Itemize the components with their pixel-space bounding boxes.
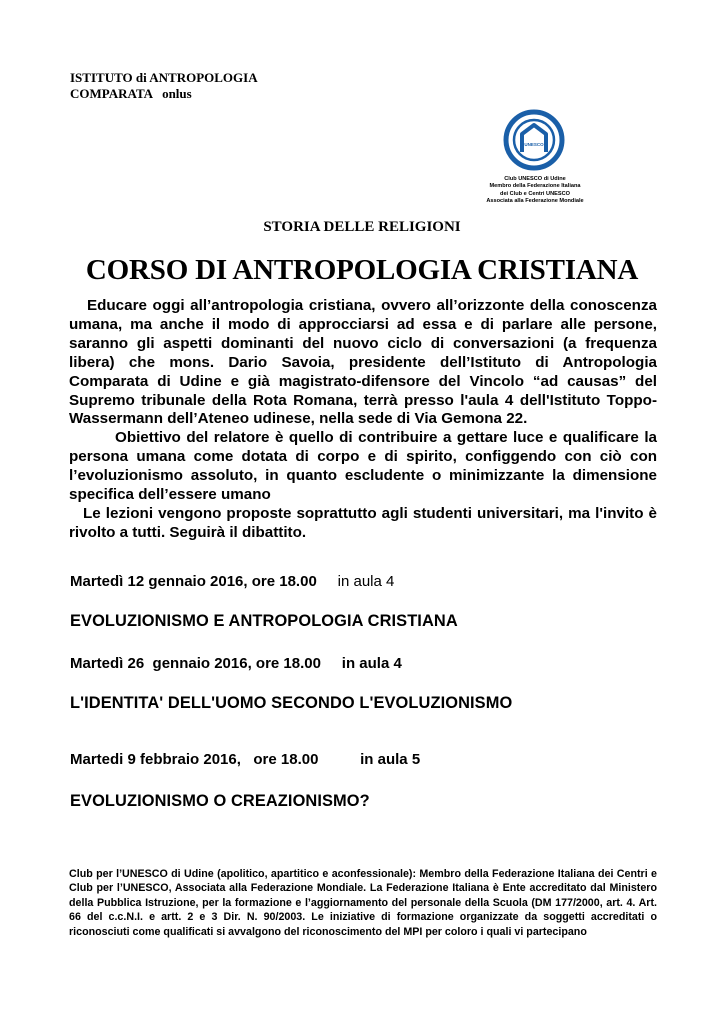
course-category: STORIA DELLE RELIGIONI xyxy=(263,219,461,235)
session-3-date-line xyxy=(70,751,420,768)
page-title: CORSO DI ANTROPOLOGIA CRISTIANA xyxy=(85,254,639,286)
session-2-date-line xyxy=(70,655,402,672)
session-3-room: in aula 5 xyxy=(360,751,421,768)
logo-emblem-text: UNESCO xyxy=(524,142,544,147)
session-1-date: Martedì 12 gennaio 2016, ore 18.00 xyxy=(70,573,317,590)
description-paragraph-2: Obiettivo del relatore è quello di contribuire a gettare luce e qualificare la persona umana come dotata di corpo e di spirito, configgendo con ciò con l’evoluzionismo assoluto, in quanto escludente o minimizzante la dimensione specifica dell’essere umano xyxy=(69,429,657,504)
logo-caption-line-3: dei Club e Centri UNESCO xyxy=(500,190,570,197)
institute-line-2: COMPARATA onlus xyxy=(70,86,192,101)
session-2-date: Martedì 26 gennaio 2016, ore 18.00 xyxy=(70,655,321,672)
institute-name xyxy=(70,70,258,102)
description-paragraph-3: Le lezioni vengono proposte soprattutto agli studenti universitari, ma l'invito è rivolto a tutti. Seguirà il dibattito. xyxy=(69,504,657,541)
logo-caption xyxy=(480,176,590,206)
logo-caption-line-1: Club UNESCO di Udine xyxy=(504,176,566,182)
logo-caption-line-2: Membro della Federazione Italiana xyxy=(489,183,581,190)
session-2-topic: L'IDENTITA' DELL'UOMO SECONDO L'EVOLUZIONISMO xyxy=(70,694,513,712)
course-description xyxy=(69,297,657,543)
description-paragraph-1: Educare oggi all’antropologia cristiana, ovvero all’orizzonte della conoscenza umana, ma anche il modo di approcciarsi ad essa e di parlare alle persone, saranno gli aspetti dominanti del nuovo ciclo di conversazioni (a frequenza libera) che mons. Dario Savoia, presidente dell’Istituto di Antropologia Comparata di Udine e già magistrato-difensore del Vincolo “ad causas” del Supremo tribunale della Rota Romana, terrà presso l'aula 4 dell'Istituto Toppo-Wassermann dell’Ateneo udinese, nella sede di Via Gemona 22. xyxy=(69,297,657,428)
session-2-room: in aula 4 xyxy=(341,655,402,672)
institute-line-1: ISTITUTO di ANTROPOLOGIA xyxy=(70,70,258,85)
unesco-logo xyxy=(480,108,600,206)
session-3-date: Martedi 9 febbraio 2016, ore 18.00 xyxy=(70,751,319,768)
session-1-topic: EVOLUZIONISMO E ANTROPOLOGIA CRISTIANA xyxy=(70,612,458,630)
session-3-topic: EVOLUZIONISMO O CREAZIONISMO? xyxy=(70,792,370,810)
unesco-club-logo-icon xyxy=(502,108,566,172)
session-1-date-line xyxy=(70,573,394,590)
session-1-room: in aula 4 xyxy=(337,573,395,590)
logo-caption-line-4: Associata alla Federazione Mondiale xyxy=(486,198,584,205)
footer-note: Club per l’UNESCO di Udine (apolitico, apartitico e aconfessionale): Membro della Federazione Italiana dei Centri e Club per l’UNESCO, Associata alla Federazione Mondiale. La Federazione Italiana è Ente accreditato dal Ministero della Pubblica Istruzione, per la formazione e l’aggiornamento del personale della Scuola (DM 177/2000, art. 4. Art. 66 del c.c.N.I. e artt. 2 e 3 Dir. N. 90/2003. Le iniziative di formazione organizzate da soggetti accreditati o riconosciuti come qualificati si avvalgono del riconoscimento del MPI per coloro i quali vi partecipano xyxy=(69,868,657,938)
